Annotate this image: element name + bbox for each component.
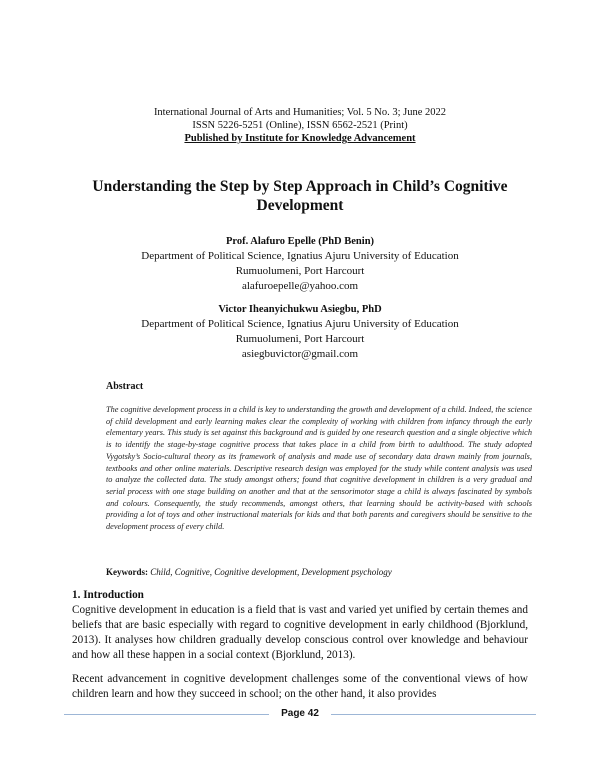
paper-title (60, 177, 540, 215)
author-location: Rumuolumeni, Port Harcourt (235, 265, 365, 277)
abstract-heading: Abstract (106, 381, 144, 392)
author-name: Prof. Alafuro Epelle (PhD Benin) (225, 236, 375, 247)
keywords-label: Keywords: (106, 567, 148, 577)
author-location: Rumuolumeni, Port Harcourt (235, 333, 365, 345)
author-email: alafuroepelle@yahoo.com (241, 280, 359, 292)
title-line-1: Understanding the Step by Step Approach in Child’s Cognitive (92, 178, 508, 195)
section-heading-introduction: 1. Introduction (72, 589, 144, 601)
publisher-line: Published by Institute for Knowledge Advancement (184, 133, 416, 144)
keywords-values: Child, Cognitive, Cognitive development, Development psychology (150, 567, 392, 577)
journal-line: International Journal of Arts and Humanities; Vol. 5 No. 3; June 2022 (153, 107, 447, 118)
author-name: Victor Iheanyichukwu Asiegbu, PhD (218, 304, 382, 315)
intro-paragraph-1: Cognitive development in education is a field that is vast and varied yet unified by certain themes and beliefs that are basic especially with regard to cognitive development in early childhood (Bjorklund, 2013). It analyses how children gradually develop conscious control over knowledge and behaviour and how all these happen in a social context (Bjorklund, 2013). (72, 604, 528, 661)
page-footer (64, 707, 536, 723)
title-line-2: Development (256, 197, 344, 214)
author-block-1 (0, 235, 600, 294)
author-department: Department of Political Science, Ignatius Ajuru University of Education (141, 318, 459, 330)
intro-paragraph-2: Recent advancement in cognitive development challenges some of the conventional views of how children learn and how they succeed in school; on the other hand, it also provides (72, 673, 528, 700)
author-department: Department of Political Science, Ignatius Ajuru University of Education (141, 250, 459, 262)
abstract-text: The cognitive development process in a child is key to understanding the growth and development of a child. Indeed, the science of child development and early learning makes clear the complexity of working with children from infancy through the early elementary years. This study is set against this background and is guided by one research question and a single objective which is to identify the stage-by-stage cognitive process that takes place in a child from birth to adulthood. The study adopted Vygotsky’s Socio-cultural theory as its framework of analysis and made use of secondary data drawn mainly from journals, textbooks and other online materials. Descriptive research design was employed for the study while content analysis was used to analyze the collected data. The study amongst others; found that cognitive development in children is a very gradual and serial process with one stage building on another and that at the sensorimotor stage a child is always fascinated by symbols and colours. Consequently, the study recommends, amongst others, that learning should be activity-based with schools providing a lot of toys and other instructional materials for kids and that both parents and caregivers should be sensitive to the development process of every child. (106, 405, 532, 532)
keywords (106, 566, 392, 578)
page-number: Page 42 (281, 708, 319, 719)
author-block-2 (0, 303, 600, 362)
footer-rule-right (331, 714, 536, 715)
issn-line: ISSN 5226-5251 (Online), ISSN 6562-2521 (Print) (192, 120, 408, 131)
author-email: asiegbuvictor@gmail.com (241, 348, 359, 360)
